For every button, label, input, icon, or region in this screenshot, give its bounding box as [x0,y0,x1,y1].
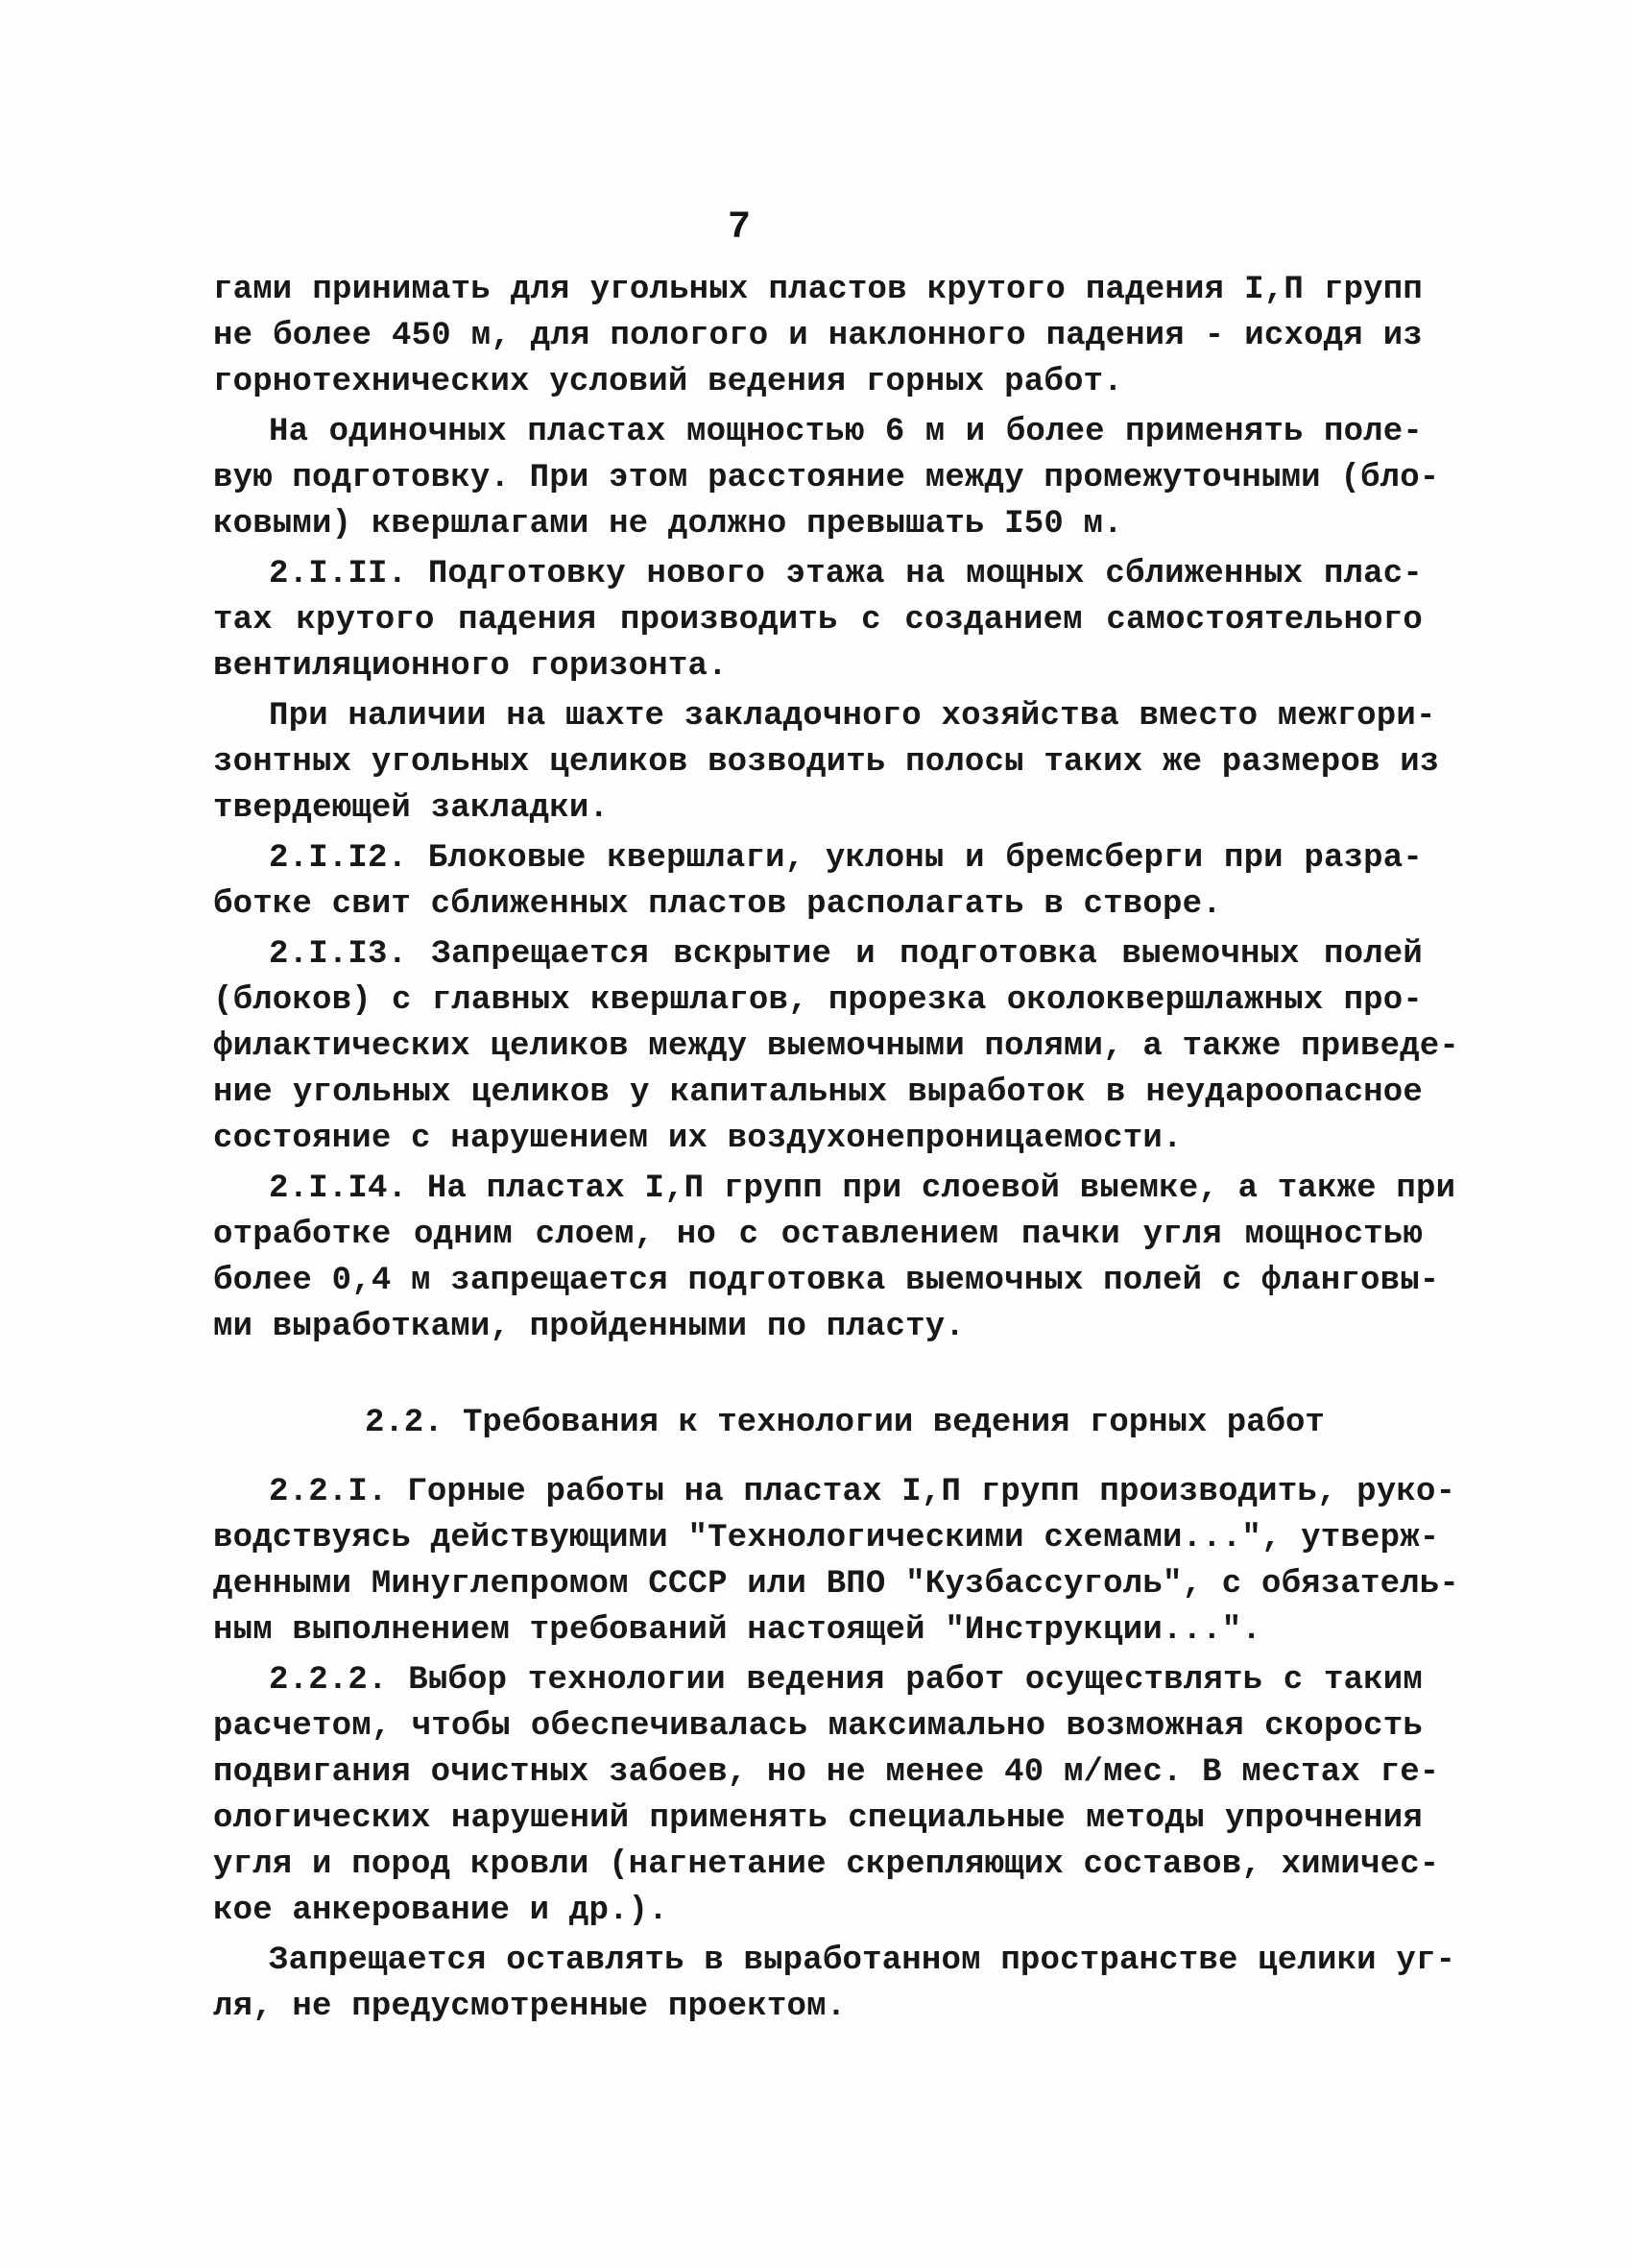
text-line: ми выработками, пройденными по пласту. [213,1309,965,1345]
text-line: тах крутого падения производить с созданием самостоятельного [213,602,1423,639]
page-number: 7 [727,206,751,250]
section-heading: 2.2. Требования к технологии ведения горных работ [365,1405,1325,1441]
text-line: водствуясь действующими "Технологическими схемами...", утверж- [213,1520,1440,1556]
text-line: 2.2.I. Горные работы на пластах I,П групп производить, руко- [269,1474,1456,1510]
text-line: зонтных угольных целиков возводить полосы таких же размеров из [213,744,1440,781]
text-line: твердеющей закладки. [213,790,610,827]
text-line: ологических нарушений применять специальные методы упрочнения [213,1800,1423,1837]
text-line: (блоков) с главных квершлагов, прорезка околоквершлажных про- [213,982,1423,1019]
text-line: филактических целиков между выемочными полями, а также приведе- [213,1028,1460,1065]
text-line: угля и пород кровли (нагнетание скрепляющих составов, химичес- [213,1846,1440,1883]
text-line: отработке одним слоем, но с оставлением пачки угля мощностью [213,1217,1423,1253]
text-line: ковыми) квершлагами не должно превышать I50 м. [213,506,1123,543]
text-line: расчетом, чтобы обеспечивалась максимально возможная скорость [213,1708,1423,1745]
text-line: не более 450 м, для пологого и наклонного падения - исходя из [213,318,1423,354]
text-line: Запрещается оставлять в выработанном пространстве целики уг- [269,1942,1456,1979]
text-line: горнотехнических условий ведения горных работ. [213,364,1123,400]
text-line: 2.I.I4. На пластах I,П групп при слоевой выемке, а также при [269,1170,1456,1207]
text-line: ным выполнением требований настоящей "Инструкции...". [213,1612,1261,1649]
text-line: 2.I.II. Подготовку нового этажа на мощных сближенных плас- [269,556,1423,592]
text-line: денными Минуглепромом СССР или ВПО "Кузбассуголь", с обязатель- [213,1566,1460,1603]
text-line: подвигания очистных забоев, но не менее 40 м/мес. В местах ге- [213,1754,1440,1791]
text-line: При наличии на шахте закладочного хозяйства вместо межгори- [269,698,1436,735]
text-line: состояние с нарушением их воздухонепроницаемости. [213,1121,1183,1157]
text-line: более 0,4 м запрещается подготовка выемочных полей с фланговы- [213,1263,1440,1299]
text-line: 2.2.2. Выбор технологии ведения работ осуществлять с таким [269,1662,1423,1699]
text-line: На одиночных пластах мощностью 6 м и более применять поле- [269,414,1423,450]
text-line: ботке свит сближенных пластов располагать в створе. [213,886,1222,923]
text-line: ля, не предусмотренные проектом. [213,1989,847,2025]
text-line: вентиляционного горизонта. [213,648,728,685]
text-line: вую подготовку. При этом расстояние между промежуточными (бло- [213,460,1440,496]
text-line: 2.I.I2. Блоковые квершлаги, уклоны и бремсберги при разра- [269,840,1423,877]
text-line: 2.I.I3. Запрещается вскрытие и подготовка выемочных полей [269,936,1423,973]
text-line: ние угольных целиков у капитальных выработок в неудароопасное [213,1074,1423,1111]
text-line: гами принимать для угольных пластов крутого падения I,П групп [213,272,1423,308]
text-line: кое анкерование и др.). [213,1893,668,1929]
